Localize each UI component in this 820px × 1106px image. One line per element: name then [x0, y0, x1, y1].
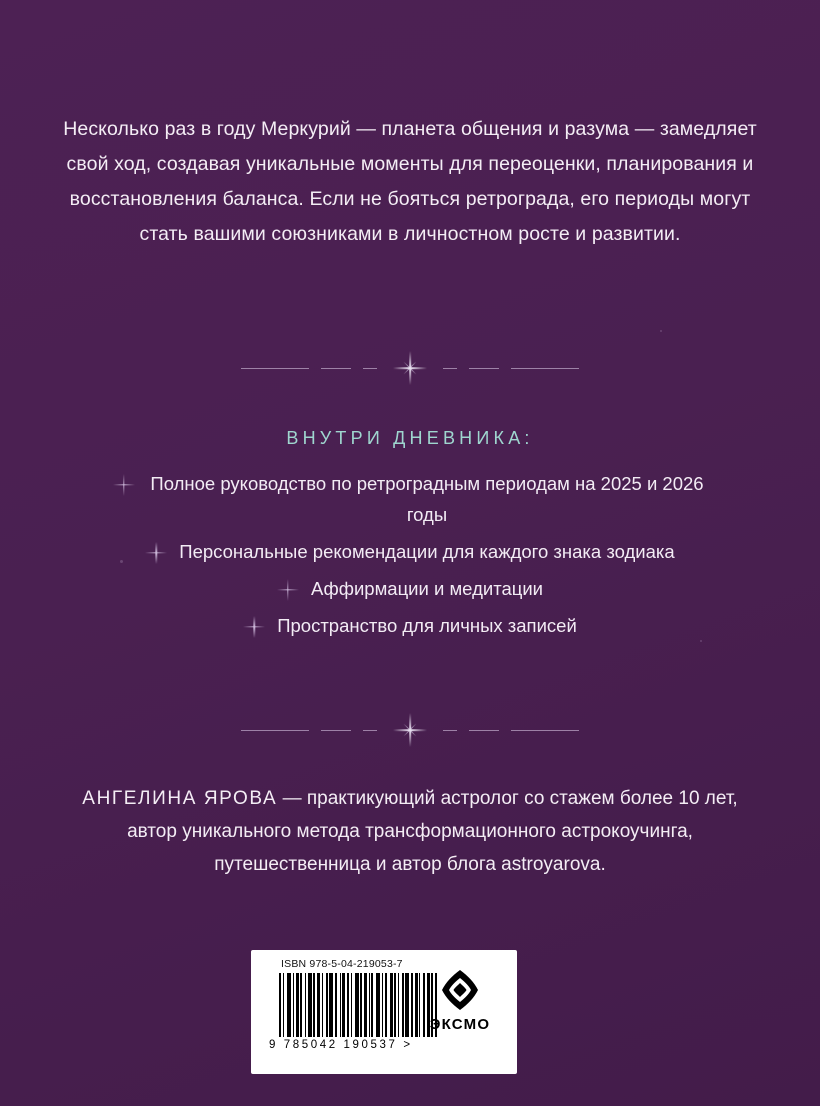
list-item-label: Пространство для личных записей: [277, 615, 577, 636]
sparkle-icon: [145, 542, 167, 564]
divider-line: [469, 730, 499, 731]
inside-feature-list: [0, 468, 820, 647]
divider-line: [511, 368, 579, 369]
isbn-label: ISBN 978-5-04-219053-7: [281, 958, 403, 970]
barcode-block: [251, 950, 517, 1074]
inside-section-title: ВНУТРИ ДНЕВНИКА:: [286, 428, 534, 448]
divider-line: [443, 368, 457, 369]
list-item: [0, 610, 820, 641]
barcode-digits: 9 785042 190537 >: [269, 1039, 413, 1051]
eksmo-mark-icon: [438, 968, 482, 1012]
divider-line: [511, 730, 579, 731]
divider-line: [241, 368, 309, 369]
star-ornament-icon: [393, 351, 427, 385]
list-item: [0, 573, 820, 604]
divider-line: [321, 730, 351, 731]
star-ornament-icon: [393, 713, 427, 747]
sparkle-icon: [277, 579, 299, 601]
publisher-name: ЭКСМО: [429, 1016, 491, 1033]
divider-line: [363, 368, 377, 369]
author-bio: [62, 782, 758, 881]
intro-paragraph: Несколько раз в году Меркурий — планета общения и разума — замедляет свой ход, создавая уникальные моменты для переоценки, планирования и восстановления баланса. Если не бояться ретрограда, его периоды могут стать вашими союзниками в личностном росте и развитии.: [63, 118, 757, 245]
publisher-logo: [417, 968, 503, 1033]
sparkle-icon: [113, 474, 135, 496]
divider-line: [443, 730, 457, 731]
divider-line: [321, 368, 351, 369]
decorative-star: [660, 330, 662, 332]
list-item-label: Аффирмации и медитации: [310, 578, 544, 599]
author-bio-text: — практикующий астролог со стажем более 10 лет, автор уникального метода трансформационного астрокоучинга, путешественница и автор блога astroyarova.: [127, 788, 738, 875]
sparkle-icon: [243, 616, 265, 638]
divider-line: [469, 368, 499, 369]
ornament-divider-bottom: [0, 710, 820, 750]
ornament-divider-top: [0, 348, 820, 388]
divider-line: [363, 730, 377, 731]
author-name: АНГЕЛИНА ЯРОВА: [82, 788, 278, 809]
list-item-label: Полное руководство по ретроградным периодам на 2025 и 2026 годы: [150, 473, 704, 525]
divider-line: [241, 730, 309, 731]
list-item-label: Персональные рекомендации для каждого знака зодиака: [179, 541, 675, 562]
list-item: [0, 468, 820, 530]
list-item: [0, 536, 820, 567]
